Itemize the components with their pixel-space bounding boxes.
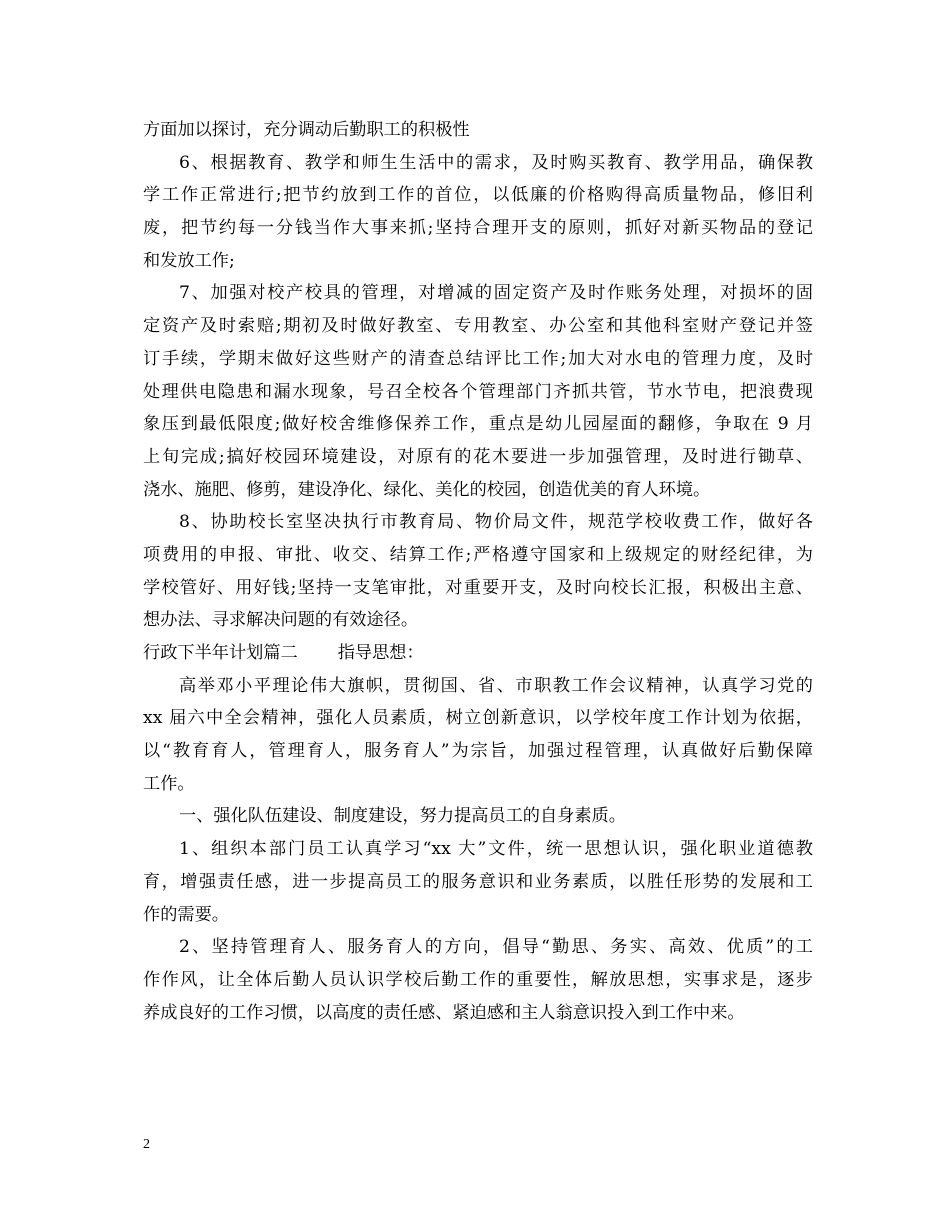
text-line: 8、协助校长室坚决执行市教育局、物价局文件，规范学校收费工作，做好各 (179, 512, 813, 533)
text-line: 2、坚持管理育人、服务育人的方向，倡导“勤思、务实、高效、优质”的工 (179, 937, 813, 958)
text-line: 作的需要。 (143, 904, 229, 925)
section-heading-subtitle: 指导思想： (337, 643, 424, 663)
text-line: 工作。 (143, 773, 195, 794)
text-line: 1、组织本部门员工认真学习“xx 大”文件，统一思想认识，强化职业道德教 (179, 839, 813, 860)
page-number: 2 (143, 1137, 150, 1152)
text-line: 育，增强责任感，进一步提高员工的服务意识和业务素质，以胜任形势的发展和工 (143, 871, 813, 892)
text-line: 学工作正常进行;把节约放到工作的首位，以低廉的价格购得高质量物品，修旧利 (143, 185, 813, 206)
text-line: 7、加强对校产校具的管理，对增减的固定资产及时作账务处理，对损坏的固 (179, 283, 813, 304)
text-line: 养成良好的工作习惯，以高度的责任感、紧迫感和主人翁意识投入到工作中来。 (143, 1002, 745, 1023)
text-line: 一、强化队伍建设、制度建设，努力提高员工的自身素质。 (179, 806, 626, 827)
text-line: 处理供电隐患和漏水现象，号召全校各个管理部门齐抓共管，节水节电，把浪费现 (143, 381, 813, 402)
section-heading (143, 637, 813, 670)
text-line: 浇水、施肥、修剪，建设净化、绿化、美化的校园，创造优美的育人环境。 (143, 479, 711, 500)
text-line: 定资产及时索赔;期初及时做好教室、专用教室、办公室和其他科室财产登记并签 (143, 316, 813, 337)
text-line: 方面加以探讨，充分调动后勤职工的积极性 (143, 120, 470, 140)
text-line: 项费用的申报、审批、收交、结算工作;严格遵守国家和上级规定的财经纪律，为 (143, 544, 813, 565)
text-line: 和发放工作; (143, 250, 235, 271)
text-line: 以“教育育人，管理育人，服务育人”为宗旨，加强过程管理，认真做好后勤保障 (143, 741, 813, 762)
text-line: 高举邓小平理论伟大旗帜，贯彻国、省、市职教工作会议精神，认真学习党的 (179, 675, 813, 696)
text-line: 订手续，学期末做好这些财产的清查总结评比工作;加大对水电的管理力度，及时 (143, 348, 813, 369)
document-body (143, 114, 813, 1029)
text-line: 象压到最低限度;做好校舍维修保养工作，重点是幼儿园屋面的翻修，争取在 9 月 (143, 414, 813, 435)
section-heading-title: 行政下半年计划篇二 (143, 643, 298, 663)
text-line: 学校管好、用好钱;坚持一支笔审批，对重要开支，及时向校长汇报，积极出主意、 (143, 577, 813, 598)
text-line: xx 届六中全会精神，强化人员素质，树立创新意识，以学校年度工作计划为依据， (143, 708, 813, 729)
text-line: 废，把节约每一分钱当作大事来抓;坚持合理开支的原则，抓好对新买物品的登记 (143, 218, 813, 239)
text-line: 6、根据教育、教学和师生生活中的需求，及时购买教育、教学用品，确保教 (179, 152, 813, 173)
text-line: 上旬完成;搞好校园环境建设，对原有的花木要进一步加强管理，及时进行锄草、 (143, 446, 813, 467)
text-line: 想办法、寻求解决问题的有效途径。 (143, 610, 419, 631)
text-line: 作作风，让全体后勤人员认识学校后勤工作的重要性，解放思想，实事求是，逐步 (143, 969, 813, 990)
